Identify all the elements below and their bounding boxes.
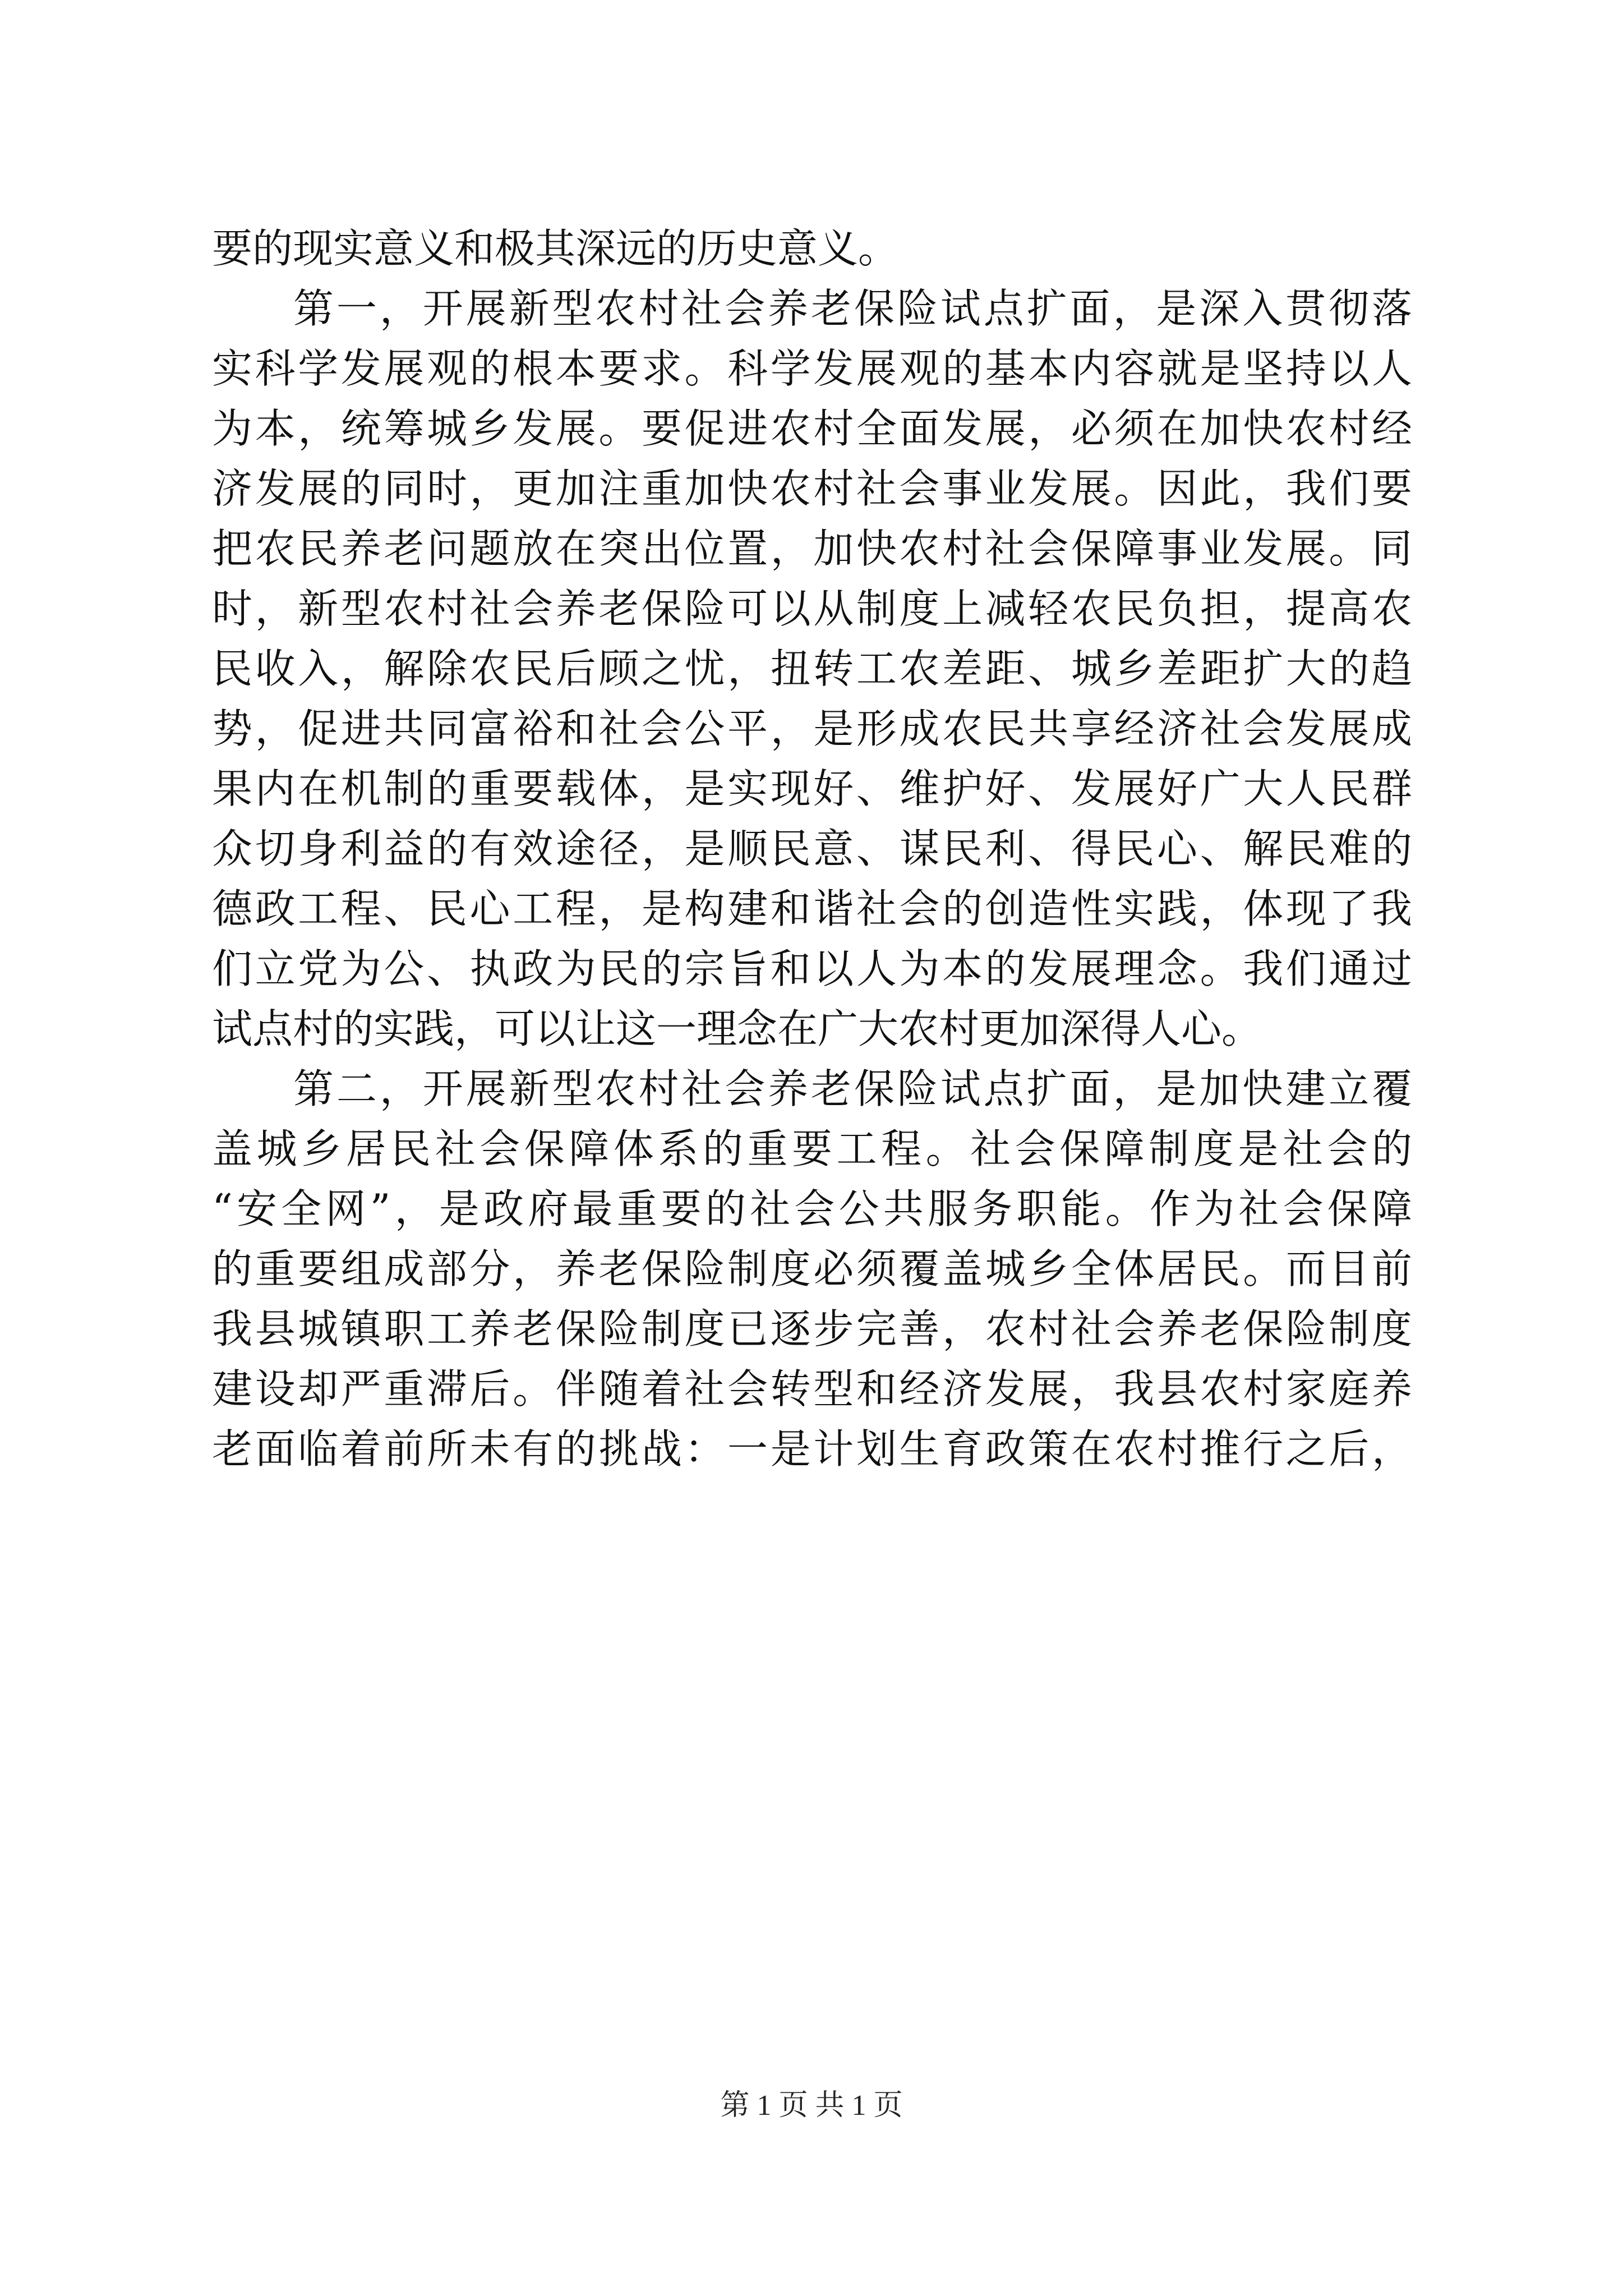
text-line: 第一，开展新型农村社会养老保险试点扩面，是深入贯彻落 [293,285,1412,332]
text-line: 盖城乡居民社会保障体系的重要工程。社会保障制度是社会的 [212,1125,1412,1172]
text-line: 实科学发展观的根本要求。科学发展观的基本内容就是坚持以人 [212,345,1412,392]
text-line: 建设却严重滞后。伴随着社会转型和经济发展，我县农村家庭养 [212,1365,1412,1412]
text-line: 的重要组成部分，养老保险制度必须覆盖城乡全体居民。而目前 [212,1245,1412,1292]
text-line: 我县城镇职工养老保险制度已逐步完善，农村社会养老保险制度 [212,1305,1412,1352]
text-line: 时，新型农村社会养老保险可以从制度上减轻农民负担，提高农 [212,585,1412,632]
page-footer: 第 1 页 共 1 页 [720,2090,903,2122]
text-line: 果内在机制的重要载体，是实现好、维护好、发展好广大人民群 [212,765,1412,812]
text-line: 第二，开展新型农村社会养老保险试点扩面，是加快建立覆 [293,1065,1412,1112]
text-line: 们立党为公、执政为民的宗旨和以人为本的发展理念。我们通过 [212,945,1412,992]
text-line: 要的现实意义和极其深远的历史意义。 [212,225,899,272]
text-line: 济发展的同时，更加注重加快农村社会事业发展。因此，我们要 [212,465,1412,512]
text-line: 德政工程、民心工程，是构建和谐社会的创造性实践，体现了我 [212,885,1412,932]
document-body [212,219,1412,1479]
text-line: 民收入，解除农民后顾之忧，扭转工农差距、城乡差距扩大的趋 [212,645,1412,692]
text-line: 老面临着前所未有的挑战：一是计划生育政策在农村推行之后， [212,1425,1412,1473]
text-line: 为本，统筹城乡发展。要促进农村全面发展，必须在加快农村经 [212,405,1412,452]
text-line: 试点村的实践，可以让这一理念在广大农村更加深得人心。 [212,1005,1262,1052]
text-line: 势，促进共同富裕和社会公平，是形成农民共享经济社会发展成 [212,705,1412,752]
text-line: 众切身利益的有效途径，是顺民意、谋民利、得民心、解民难的 [212,825,1412,872]
text-line: “安全网”，是政府最重要的社会公共服务职能。作为社会保障 [212,1185,1412,1232]
text-line: 把农民养老问题放在突出位置，加快农村社会保障事业发展。同 [212,525,1412,572]
